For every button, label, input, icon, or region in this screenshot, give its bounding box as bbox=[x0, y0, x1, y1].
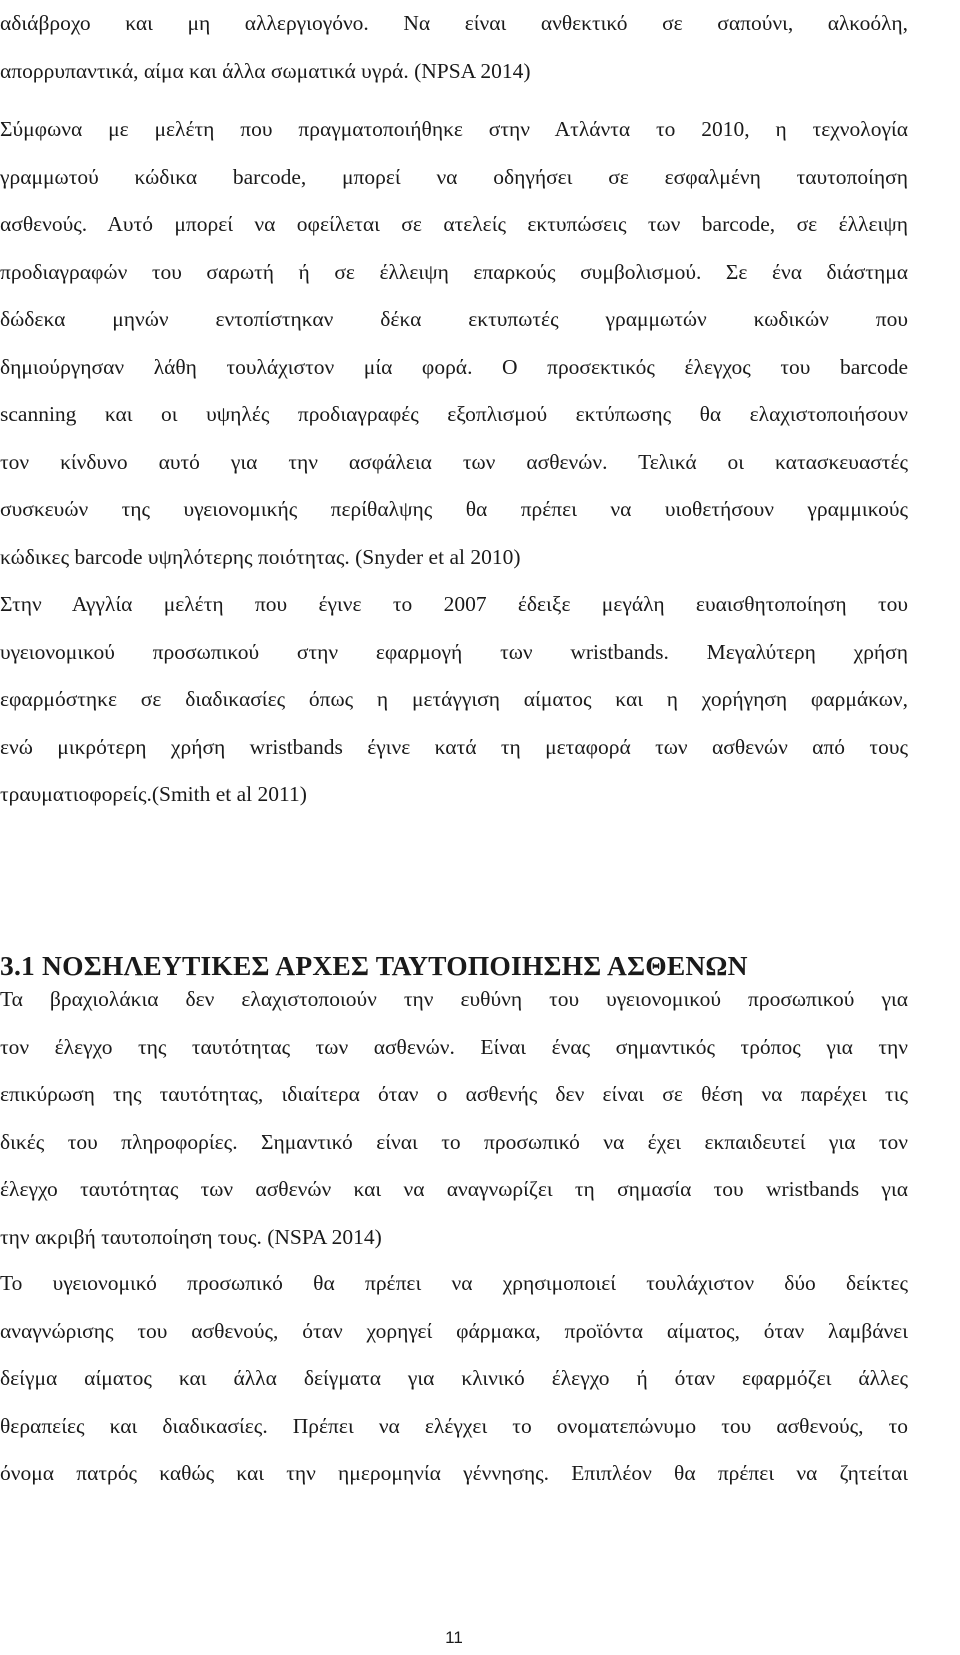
text-line: εφαρμόστηκε σε διαδικασίες όπως η μετάγγιση αίματος και η χορήγηση φαρμάκων, bbox=[0, 687, 908, 711]
text-line: ενώ μικρότερη χρήση wristbands έγινε κατά τη μεταφορά των ασθενών από τους bbox=[0, 734, 908, 759]
paragraph-barcode-study bbox=[0, 106, 908, 581]
text-line: επικύρωση της ταυτότητας, ιδιαίτερα όταν ο ασθενής δεν είναι σε θέση να παρέχει τις bbox=[0, 1082, 908, 1106]
text-line: αναγνώρισης του ασθενούς, όταν χορηγεί φάρμακα, προϊόντα αίματος, όταν λαμβάνει bbox=[0, 1318, 908, 1343]
text-line: υγειονομικού προσωπικού στην εφαρμογή των wristbands. Μεγαλύτερη χρήση bbox=[0, 639, 908, 664]
text-line: την ακριβή ταυτοποίηση τους. (NSPA 2014) bbox=[0, 1224, 382, 1249]
text-line: Στην Αγγλία μελέτη που έγινε το 2007 έδειξε μεγάλη ευαισθητοποίηση του bbox=[0, 592, 908, 616]
text-line: Σύμφωνα με μελέτη που πραγματοποιήθηκε στην Ατλάντα το 2010, η τεχνολογία bbox=[0, 117, 908, 141]
text-line: δώδεκα μηνών εντοπίστηκαν δέκα εκτυπωτές γραμμωτών κωδικών που bbox=[0, 307, 908, 331]
text-line: απορρυπαντικά, αίμα και άλλα σωματικά υγρά. (NPSA 2014) bbox=[0, 58, 531, 83]
text-line: κώδικες barcode υψηλότερης ποιότητας. (Snyder et al 2010) bbox=[0, 544, 521, 569]
paragraph-continuation bbox=[0, 0, 908, 95]
paragraph-england-study bbox=[0, 581, 908, 819]
text-line: Τα βραχιολάκια δεν ελαχιστοποιούν την ευθύνη του υγειονομικού προσωπικού για bbox=[0, 987, 908, 1011]
text-line: τον έλεγχο της ταυτότητας των ασθενών. Είναι ένας σημαντικός τρόπος για την bbox=[0, 1034, 908, 1059]
text-line: αδιάβροχο και μη αλλεργιογόνο. Να είναι ανθεκτικό σε σαπούνι, αλκοόλη, bbox=[0, 11, 908, 35]
text-line: όνομα πατρός καθώς και την ημερομηνία γέννησης. Επιπλέον θα πρέπει να ζητείται bbox=[0, 1461, 908, 1485]
text-line: τον κίνδυνο αυτό για την ασφάλεια των ασθενών. Τελικά οι κατασκευαστές bbox=[0, 449, 908, 474]
text-line: Το υγειονομικό προσωπικό θα πρέπει να χρησιμοποιεί τουλάχιστον δύο δείκτες bbox=[0, 1271, 908, 1295]
text-line: προδιαγραφών του σαρωτή ή σε έλλειψη επαρκούς συμβολισμού. Σε ένα διάστημα bbox=[0, 259, 908, 284]
text-line: δείγμα αίματος και άλλα δείγματα για κλινικό έλεγχο ή όταν εφαρμόζει άλλες bbox=[0, 1366, 908, 1390]
text-line: ασθενούς. Αυτό μπορεί να οφείλεται σε ατελείς εκτυπώσεις των barcode, σε έλλειψη bbox=[0, 212, 908, 236]
text-line: έλεγχο ταυτότητας των ασθενών και να αναγνωρίζει τη σημασία του wristbands για bbox=[0, 1177, 908, 1201]
page-number: 11 bbox=[445, 1628, 463, 1647]
text-line: γραμμωτού κώδικα barcode, μπορεί να οδηγήσει σε εσφαλμένη ταυτοποίηση bbox=[0, 164, 908, 189]
text-line: συσκευών της υγειονομικής περίθαλψης θα πρέπει να υιοθετήσουν γραμμικούς bbox=[0, 497, 908, 521]
text-line: δημιούργησαν λάθη τουλάχιστον μία φορά. Ο προσεκτικός έλεγχος του barcode bbox=[0, 354, 908, 379]
text-line: scanning και οι υψηλές προδιαγραφές εξοπλισμού εκτύπωσης θα ελαχιστοποιήσουν bbox=[0, 402, 908, 426]
text-line: δικές του πληροφορίες. Σημαντικό είναι το προσωπικό να έχει εκπαιδευτεί για τον bbox=[0, 1129, 908, 1154]
section-heading: 3.1 ΝΟΣΗΛΕΥΤΙΚΕΣ ΑΡΧΕΣ ΤΑΥΤΟΠΟΙΗΣΗΣ ΑΣΘΕΝΩΝ bbox=[0, 950, 748, 981]
paragraph-identifiers bbox=[0, 1260, 908, 1498]
text-line: θεραπείες και διαδικασίες. Πρέπει να ελέγχει το ονοματεπώνυμο του ασθενούς, το bbox=[0, 1413, 908, 1438]
text-line: τραυματιοφορείς.(Smith et al 2011) bbox=[0, 782, 307, 806]
paragraph-bracelets bbox=[0, 976, 908, 1261]
